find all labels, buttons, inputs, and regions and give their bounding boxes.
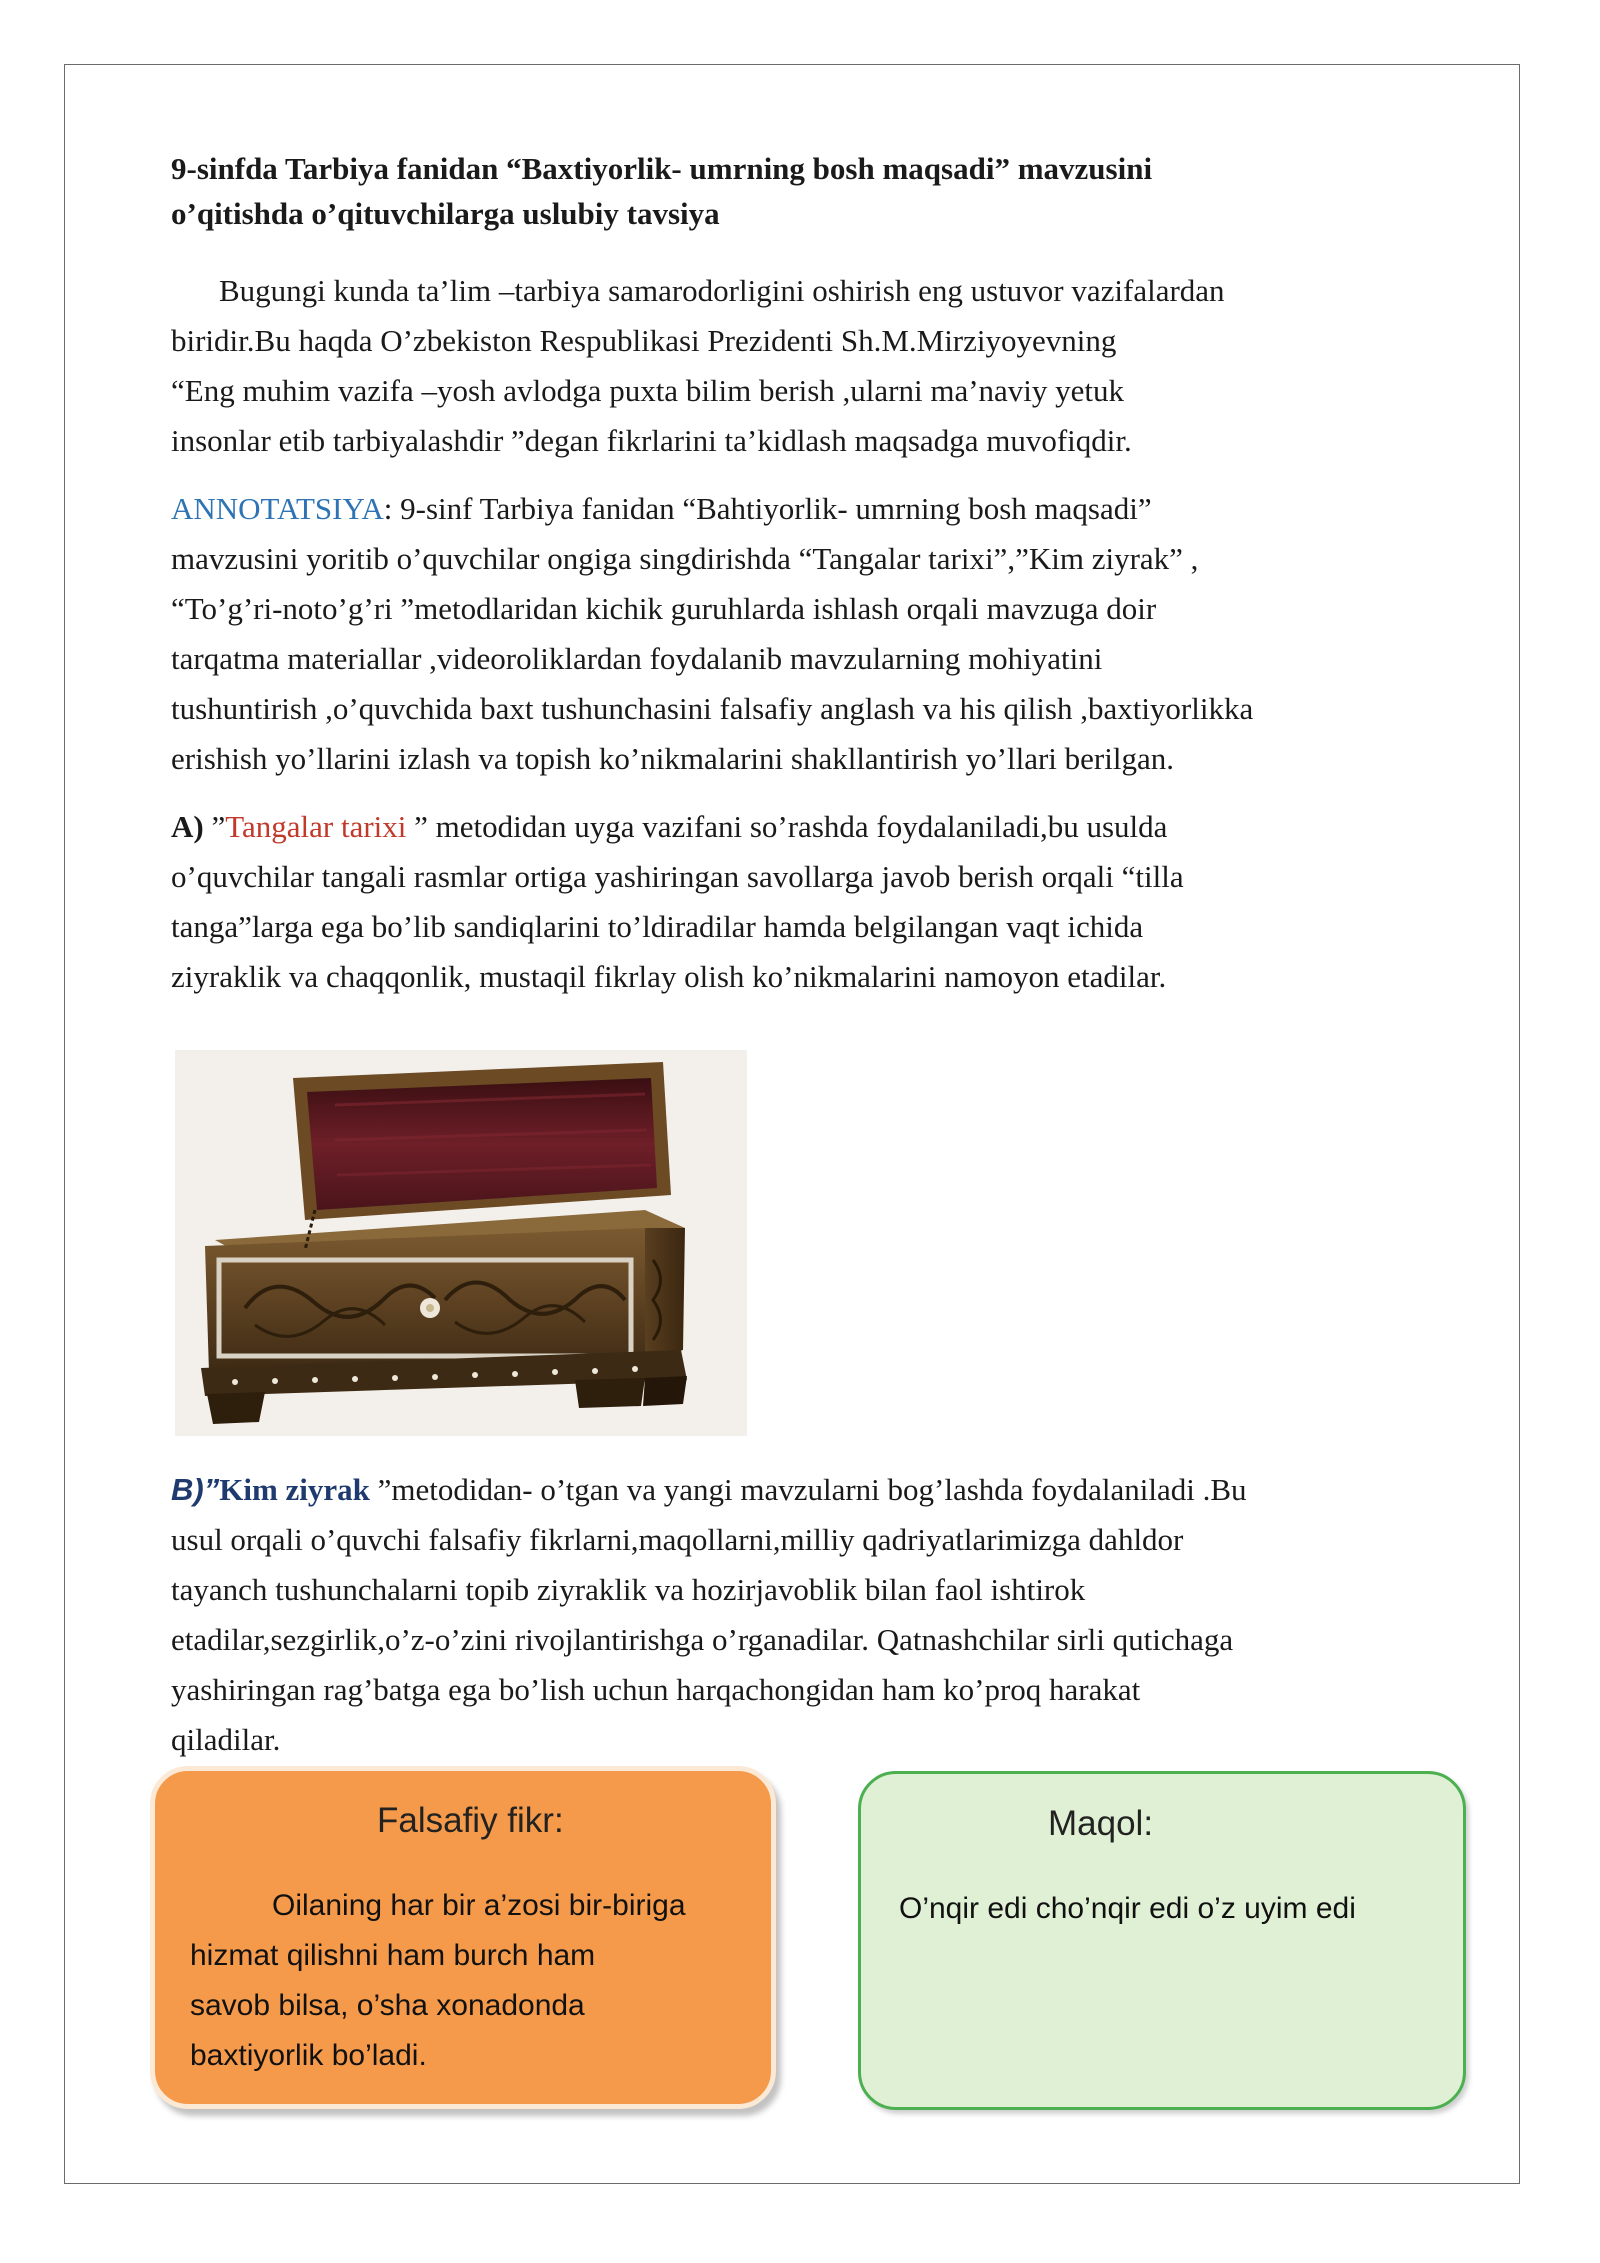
text-line: tayanch tushunchalarni topib ziyraklik va hozirjavoblik bilan faol ishtirok [171, 1572, 1086, 1607]
title-line: o’qitishda o’qituvchilarga uslubiy tavsiya [171, 196, 720, 231]
text-line: biridir.Bu haqda O’zbekiston Respublikasi Prezidenti Sh.M.Mirziyoyevning [171, 323, 1117, 358]
box-line: savob bilsa, o’sha xonadonda [190, 1989, 585, 2022]
chest-illustration [175, 1050, 747, 1436]
text-line: “Eng muhim vazifa –yosh avlodga puxta bilim berish ,ularni ma’naviy yetuk [171, 373, 1125, 408]
text-line: : 9-sinf Tarbiya fanidan “Bahtiyorlik- umrning bosh maqsadi” [383, 491, 1152, 526]
text-line: tarqatma materiallar ,videoroliklardan foydalanib mavzularning mohiyatini [171, 641, 1103, 676]
text-line: tanga”larga ega bo’lib sandiqlarini to’ldiradilar hamda belgilangan vaqt ichida [171, 909, 1144, 944]
falsafiy-fikr-title: Falsafiy fikr: [377, 1801, 564, 1840]
text-line: ziyraklik va chaqqonlik, mustaqil fikrlay olish ko’nikmalarini namoyon etadilar. [171, 959, 1167, 994]
method-name-kim-ziyrak: Kim ziyrak [219, 1472, 370, 1507]
maqol-text: O’nqir edi cho’nqir edi o’z uyim edi [899, 1892, 1356, 1925]
quote-mark: ” [203, 809, 226, 844]
section-a-paragraph [171, 802, 1491, 1002]
text-line: mavzusini yoritib o’quvchilar ongiga singdirishda “Tangalar tarixi”,”Kim ziyrak” , [171, 541, 1199, 576]
maqol-box [858, 1771, 1466, 2110]
text-line: yashiringan rag’batga ega bo’lish uchun harqachongidan ham ko’proq harakat [171, 1672, 1141, 1707]
falsafiy-fikr-box [150, 1766, 776, 2109]
maqol-title: Maqol: [1048, 1804, 1154, 1843]
annotation-paragraph [171, 484, 1491, 784]
falsafiy-fikr-text [190, 1881, 686, 2081]
document-title [171, 146, 1491, 236]
text-line: usul orqali o’quvchi falsafiy fikrlarni,maqollarni,milliy qadriyatlarimizga dahldor [171, 1522, 1184, 1557]
box-line: hizmat qilishni ham burch ham [190, 1939, 596, 1972]
box-line: Oilaning har bir a’zosi bir-biriga [272, 1889, 686, 1922]
text-line: insonlar etib tarbiyalashdir ”degan fikrlarini ta’kidlash maqsadga muvofiqdir. [171, 423, 1132, 458]
text-line: ” metodidan uyga vazifani so’rashda foydalaniladi,bu usulda [406, 809, 1168, 844]
title-line: 9-sinfda Tarbiya fanidan “Baxtiyorlik- umrning bosh maqsadi” mavzusini [171, 151, 1153, 186]
text-line: qiladilar. [171, 1722, 281, 1757]
text-line: etadilar,sezgirlik,o’z-o’zini rivojlantirishga o’rganadilar. Qatnashchilar sirli qutichaga [171, 1622, 1234, 1657]
text-line: ”metodidan- o’tgan va yangi mavzularni bog’lashda foydalaniladi .Bu [369, 1472, 1247, 1507]
text-line: o’quvchilar tangali rasmlar ortiga yashiringan savollarga javob berish orqali “tilla [171, 859, 1184, 894]
wooden-chest-image [175, 1050, 747, 1436]
box-line: baxtiyorlik bo’ladi. [190, 2039, 427, 2072]
text-line: Bugungi kunda ta’lim –tarbiya samarodorligini oshirish eng ustuvor vazifalardan [219, 273, 1225, 308]
section-a-marker: A) [171, 809, 204, 844]
method-name-tangalar: Tangalar tarixi [225, 809, 407, 844]
intro-paragraph [171, 266, 1491, 466]
annotation-label: ANNOTATSIYA [171, 491, 384, 526]
text-line: erishish yo’llarini izlash va topish ko’nikmalarini shakllantirish yo’llari berilgan. [171, 741, 1174, 776]
text-line: tushuntirish ,o’quvchida baxt tushunchasini falsafiy anglash va his qilish ,baxtiyorlikka [171, 691, 1254, 726]
section-b-marker: B)” [171, 1472, 220, 1507]
document-body [171, 146, 1491, 1002]
section-b-paragraph [171, 1465, 1491, 1765]
text-line: “To’g’ri-noto’g’ri ”metodlaridan kichik guruhlarda ishlash orqali mavzuga doir [171, 591, 1157, 626]
